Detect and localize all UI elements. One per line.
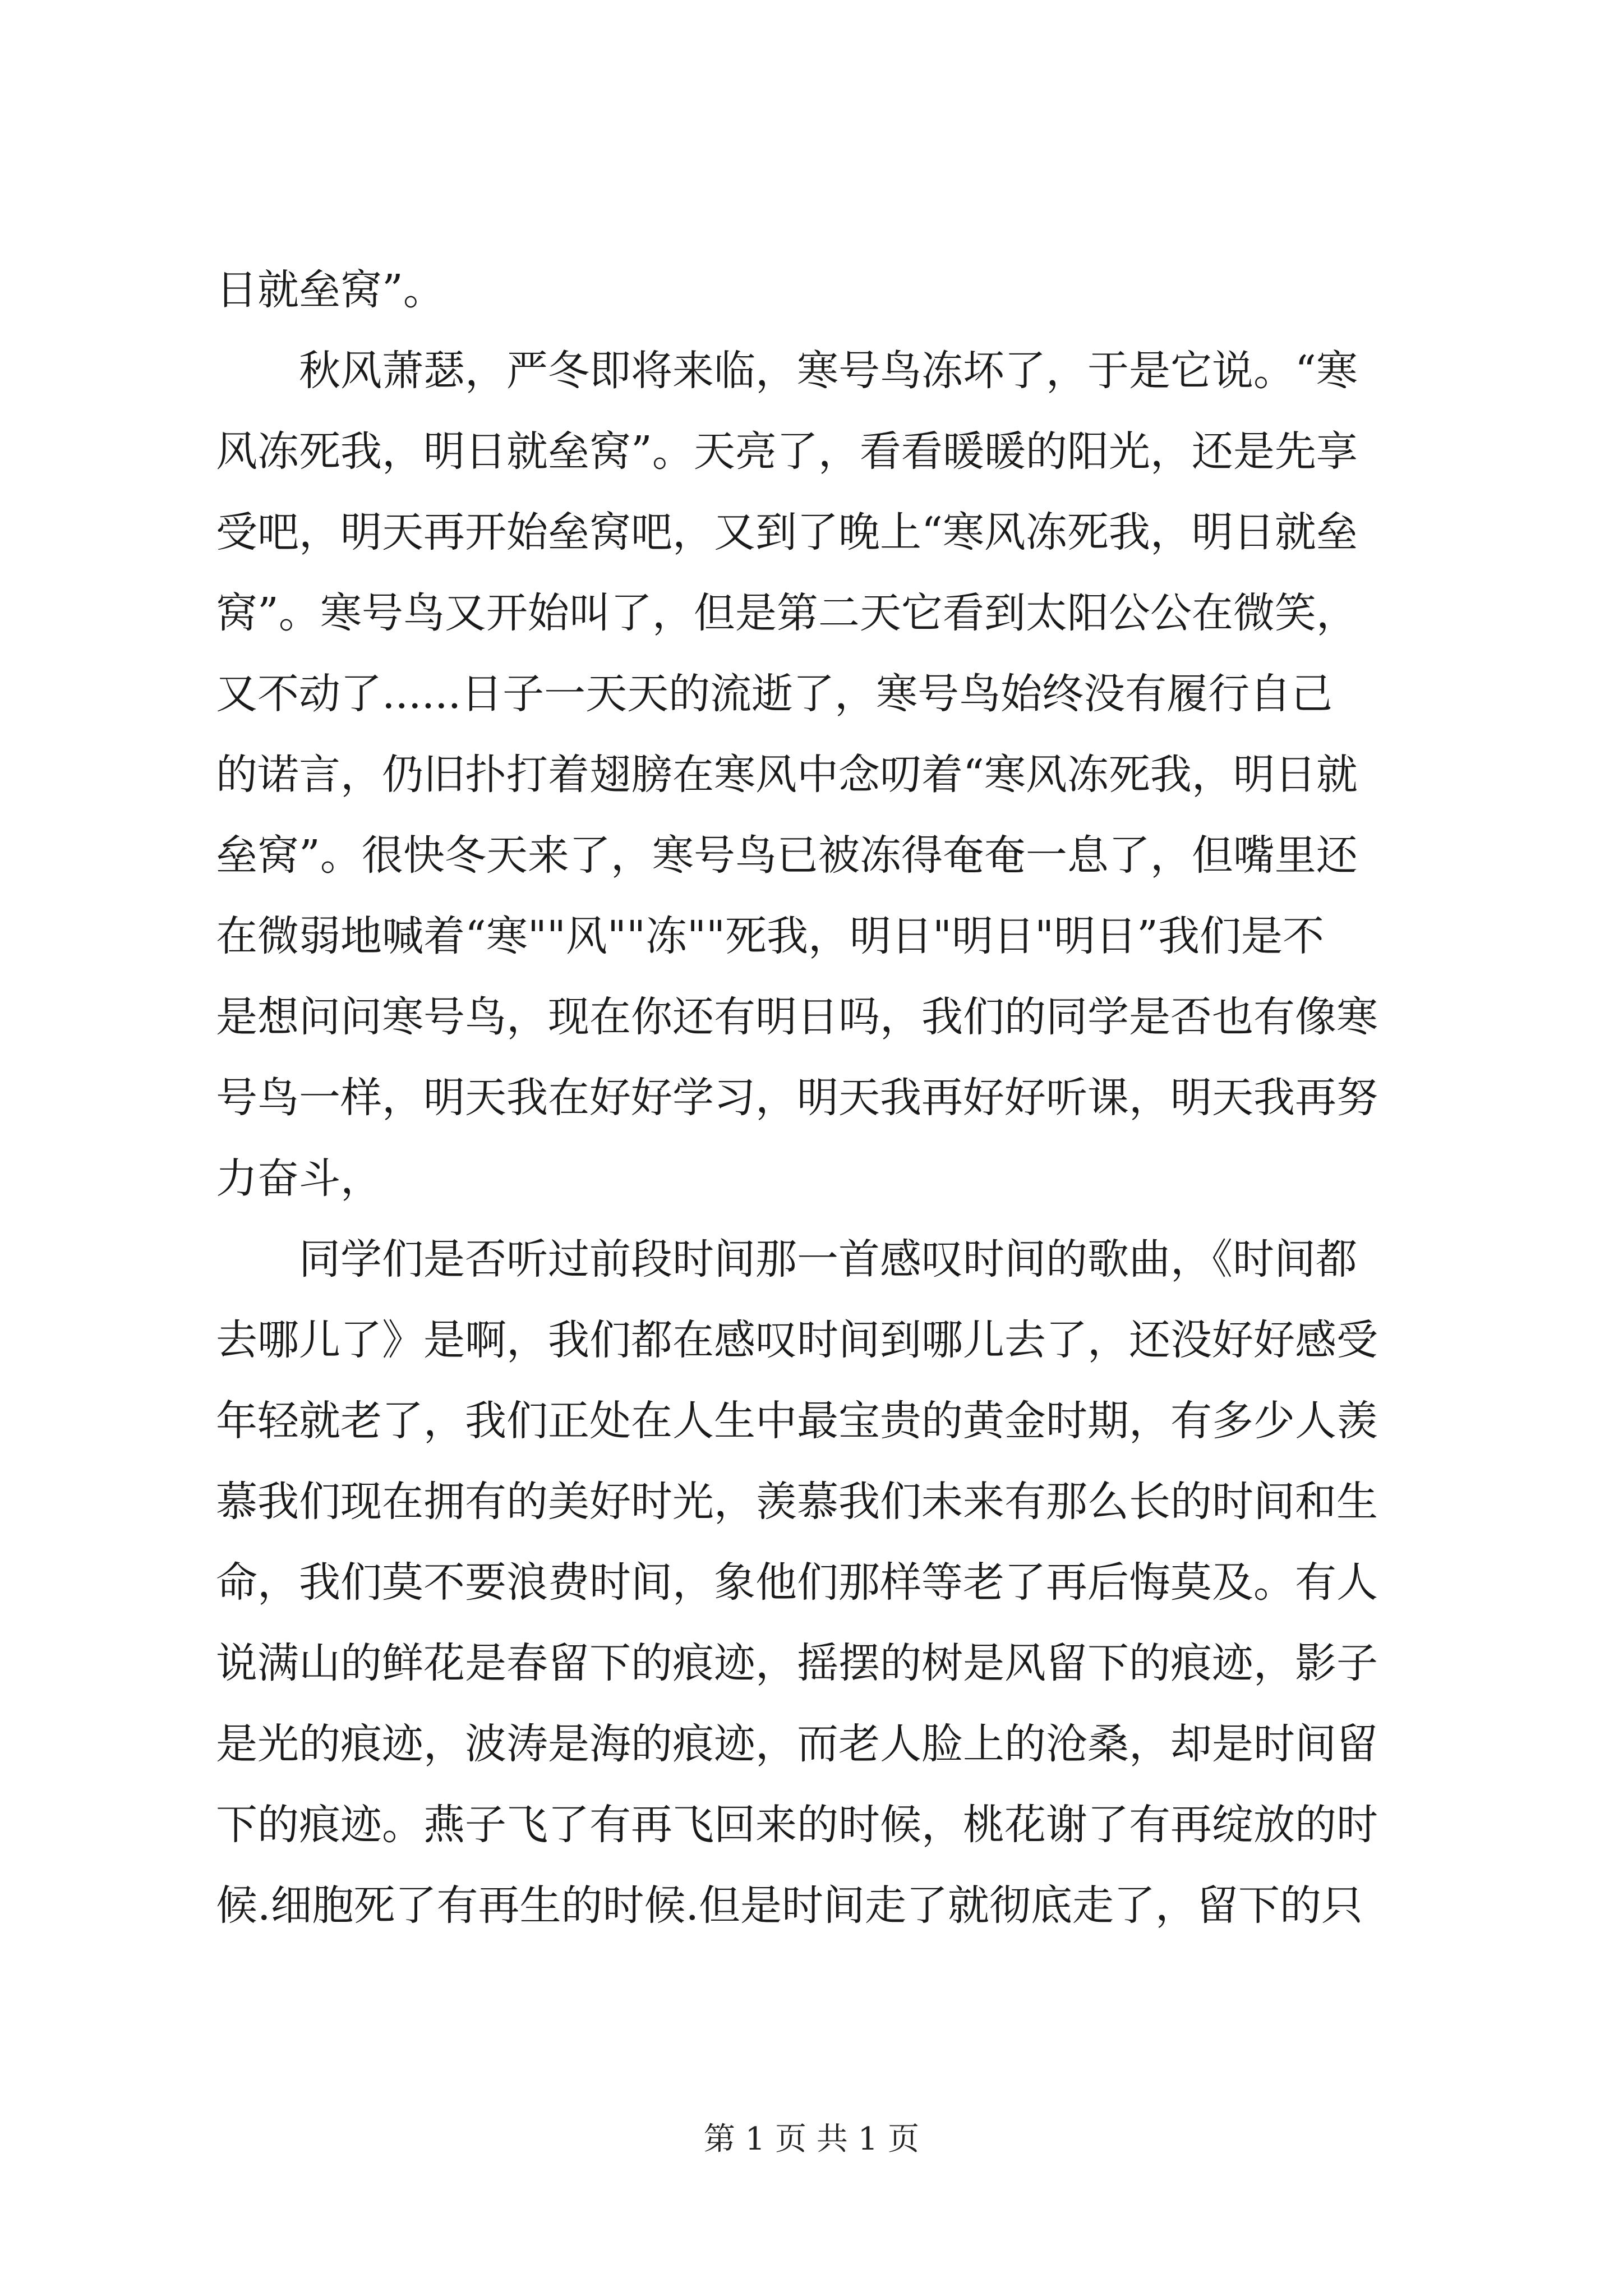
text-line: 的诺言，仍旧扑打着翅膀在寒风中念叨着“寒风冻死我，明日就 (216, 751, 1358, 799)
text-line: 去哪儿了》是啊，我们都在感叹时间到哪儿去了，还没好好感受 (216, 1316, 1378, 1364)
text-line: 是光的痕迹，波涛是海的痕迹，而老人脸上的沧桑，却是时间留 (216, 1720, 1378, 1768)
text-line: 垒窝”。很快冬天来了，寒号鸟已被冻得奄奄一息了，但嘴里还 (216, 831, 1358, 880)
text-line: 又不动了......日子一天天的流逝了，寒号鸟始终没有履行自己 (216, 670, 1333, 718)
document-body (216, 250, 1416, 1946)
text-line: 慕我们现在拥有的美好时光，羡慕我们未来有那么长的时间和生 (216, 1478, 1378, 1526)
text-line: 风冻死我，明日就垒窝”。天亮了，看看暖暖的阳光，还是先享 (216, 427, 1358, 476)
text-line: 候.细胞死了有再生的时候.但是时间走了就彻底走了，留下的只 (216, 1881, 1363, 1930)
text-line: 日就垒窝”。 (216, 266, 445, 314)
text-line: 号鸟一样，明天我在好好学习，明天我再好好听课，明天我再努 (216, 1074, 1378, 1122)
text-line: 命，我们莫不要浪费时间，象他们那样等老了再后悔莫及。有人 (216, 1558, 1378, 1607)
text-line: 说满山的鲜花是春留下的痕迹，摇摆的树是风留下的痕迹，影子 (216, 1639, 1378, 1687)
page-footer (0, 2122, 1623, 2157)
text-line: 受吧，明天再开始垒窝吧，又到了晚上“寒风冻死我，明日就垒 (216, 508, 1358, 556)
text-line: 是想问问寒号鸟，现在你还有明日吗，我们的同学是否也有像寒 (216, 993, 1378, 1041)
text-line: 秋风萧瑟，严冬即将来临，寒号鸟冻坏了，于是它说。“寒 (299, 347, 1358, 395)
text-line: 窝”。寒号鸟又开始叫了，但是第二天它看到太阳公公在微笑， (216, 589, 1358, 637)
text-line: 在微弱地喊着“寒""风""冻""死我，明日"明日"明日”我们是不 (216, 912, 1324, 960)
text-line: 年轻就老了，我们正处在人生中最宝贵的黄金时期，有多少人羡 (216, 1397, 1378, 1445)
text-line: 下的痕迹。燕子飞了有再飞回来的时候，桃花谢了有再绽放的时 (216, 1801, 1378, 1849)
page-number-label: 第 1 页 共 1 页 (703, 2121, 920, 2157)
text-line: 力奋斗， (216, 1154, 382, 1203)
text-line: 同学们是否听过前段时间那一首感叹时间的歌曲，《时间都 (299, 1235, 1357, 1283)
